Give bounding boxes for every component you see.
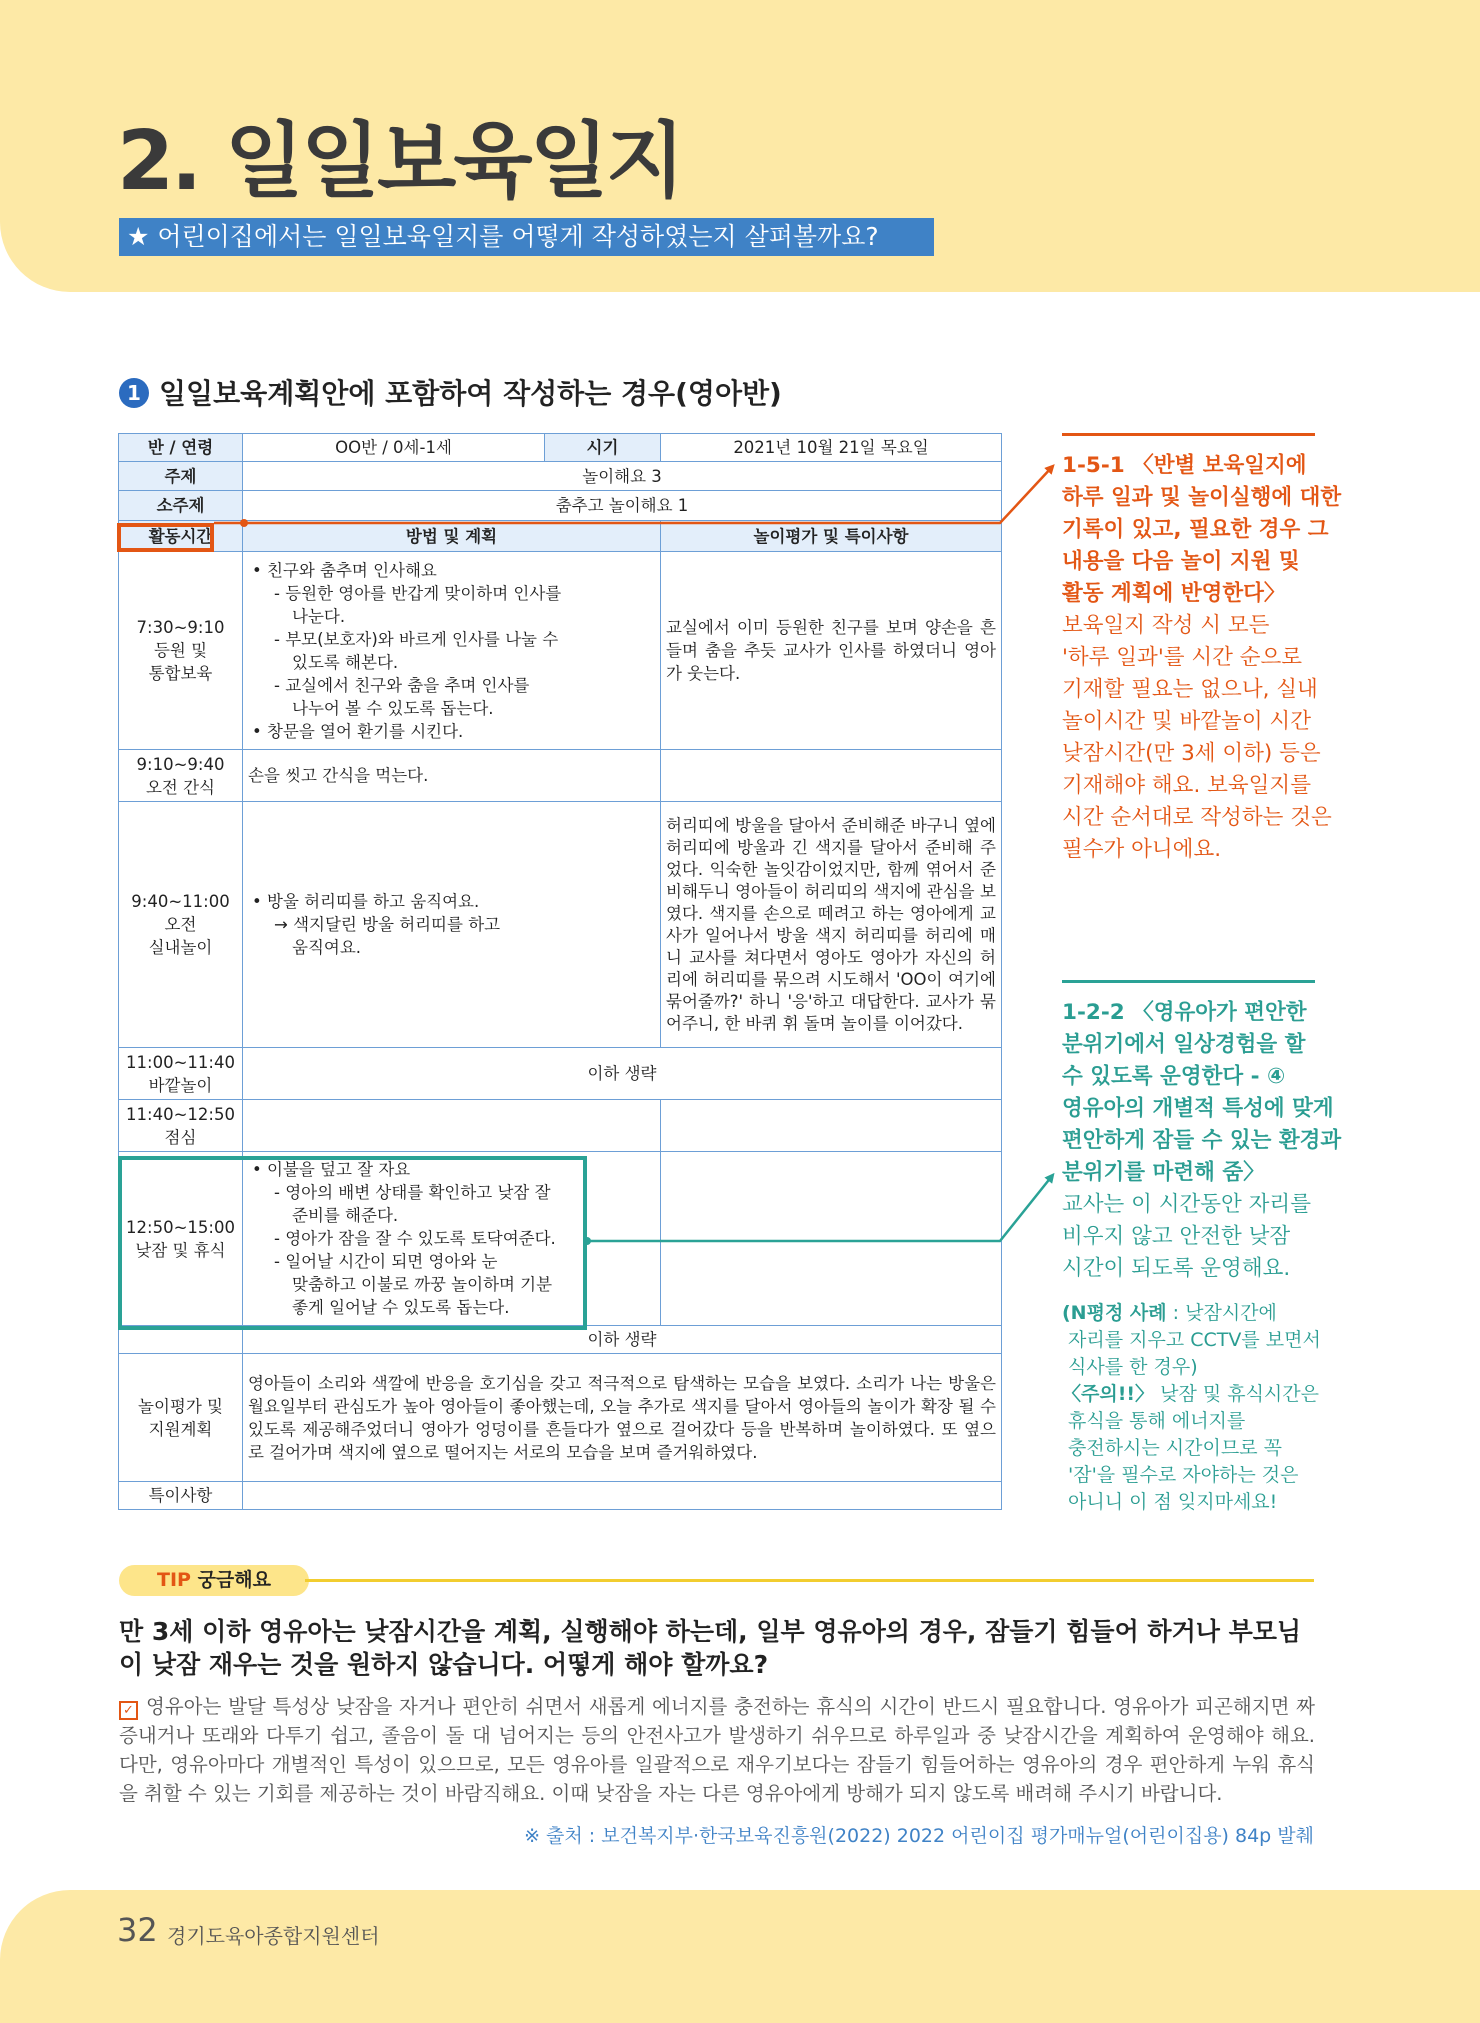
time-line: 9:10~9:40 — [136, 754, 225, 774]
omitted-cell: 이하 생략 — [243, 1326, 1002, 1354]
note-line: 기재해야 해요. 보육일지를 — [1062, 773, 1311, 798]
note2-rule — [1062, 980, 1315, 983]
case-label: (N평정 사례 — [1062, 1302, 1167, 1324]
tip-answer-text: 영유아는 발달 특성상 낮잠을 자거나 편안히 쉬면서 새롭게 에너지를 충전하는 휴식의 시간이 반드시 필요합니다. 영유아가 피곤해지면 짜증내거나 또래와 다투기 쉽고, 졸음이 돌 대 넘어지는 등의 안전사고가 발생하기 쉬우므로 하루일과 중 낮잠시간을 계획하여 운영해야 해요. 다만, 영유아마다 개별적인 특성이 있으므로, 모든 영유아를 일괄적으로 재우기보다는 잠들기 힘들어하는 영유아의 경우 편안하게 누워 휴식을 취할 수 있는 기회를 제공하는 것이 바람직해요. 이때 낮잠을 자는 다른 영유아에게 방해가 되지 않도록 배려해 주시기 바랍니다. — [119, 1695, 1315, 1805]
date-label: 시기 — [545, 434, 661, 462]
note-line: 활동 계획에 반영한다〉 — [1062, 581, 1286, 606]
time-line: 11:40~12:50 — [126, 1104, 235, 1124]
page-number: 32 — [117, 1911, 158, 1949]
support-label-line: 지원계획 — [148, 1419, 213, 1439]
plan-line: • 창문을 열어 환기를 시킨다. — [252, 721, 464, 741]
plan-cell: 손을 씻고 간식을 먹는다. — [243, 750, 661, 802]
plan-line: 나눈다. — [292, 606, 346, 626]
time-line: 오전 — [164, 915, 197, 934]
teal-connector-dot — [583, 1237, 591, 1245]
plan-line: • 이불을 덮고 잘 자요 — [252, 1160, 411, 1179]
note-line: 자리를 지우고 CCTV를 보면서 — [1068, 1329, 1321, 1351]
note-line: '잠'을 필수로 자야하는 것은 — [1068, 1464, 1299, 1486]
subtheme-label: 소주제 — [119, 491, 243, 521]
plan-line: • 친구와 춤추며 인사해요 — [252, 560, 437, 580]
note-line: 1-5-1 〈반별 보육일지에 — [1062, 453, 1307, 478]
caution-text: 낮잠 및 휴식시간은 — [1154, 1383, 1319, 1405]
plan-line: 준비를 해준다. — [292, 1206, 399, 1225]
plan-line: - 영아의 배변 상태를 확인하고 낮잠 잘 — [274, 1183, 551, 1202]
footer-band — [0, 1890, 1480, 2023]
note-line: 기록이 있고, 필요한 경우 그 — [1062, 517, 1329, 542]
time-line: 12:50~15:00 — [126, 1217, 235, 1237]
plan-line: - 일어날 시간이 되면 영아와 눈 — [274, 1252, 498, 1271]
eval-cell: 교실에서 이미 등원한 친구를 보며 양손을 흔들며 춤을 추듯 교사가 인사를 하였더니 영아가 웃는다. — [661, 552, 1002, 750]
tip-answer — [119, 1692, 1315, 1808]
support-label-line: 놀이평가 및 — [138, 1396, 223, 1416]
note-line: 아니니 이 점 잊지마세요! — [1068, 1491, 1278, 1513]
note-line: 수 있도록 운영한다 - ④ — [1062, 1064, 1286, 1089]
tip-rule — [305, 1579, 1314, 1582]
footer-org: 경기도육아종합지원센터 — [167, 1924, 380, 1948]
time-line: 오전 간식 — [145, 777, 215, 797]
time-line: 바깥놀이 — [148, 1075, 213, 1095]
col-plan-header: 방법 및 계획 — [243, 521, 661, 552]
orange-connector — [214, 467, 1052, 523]
theme-value: 놀이해요 3 — [243, 462, 1002, 491]
case-text: : 낮잠시간에 — [1166, 1302, 1277, 1324]
page-title: 2. 일일보육일지 — [117, 114, 683, 209]
note-line: 교사는 이 시간동안 자리를 — [1062, 1192, 1311, 1217]
time-line: 점심 — [164, 1127, 197, 1147]
plan-line: - 교실에서 친구와 춤을 추며 인사를 — [274, 675, 530, 695]
support-text-cell: 영아들이 소리와 색깔에 반응을 호기심을 갖고 적극적으로 탐색하는 모습을 보였다. 소리가 나는 방울은 월요일부터 관심도가 높아 영아들이 좋아했는데, 오늘 추가로 색지를 달아서 영아들의 놀이가 확장 될 수 있도록 제공해주었더니 영아가 엉덩이를 흔들다가 옆으로 걸어갔다 등을 반복하며 놀이하였다. 또 옆으로 걸어가며 색지에 옆으로 떨어지는 서로의 모습을 보며 즐거워하였다. — [243, 1354, 1002, 1482]
note-line: 기재할 필요는 없으나, 실내 — [1062, 677, 1318, 702]
plan-line: • 방울 허리띠를 하고 움직여요. — [252, 892, 480, 911]
note-line — [1062, 1300, 1321, 1327]
note-line: 보육일지 작성 시 모든 — [1062, 613, 1270, 638]
plan-line: - 영아가 잠을 잘 수 있도록 토닥여준다. — [274, 1229, 556, 1248]
tip-tag: TIP — [156, 1569, 191, 1591]
checkbox-icon: ✓ — [119, 1701, 138, 1720]
note-line — [1062, 1381, 1321, 1408]
note-line: 시간 순서대로 작성하는 것은 — [1062, 805, 1332, 830]
col-eval-header: 놀이평가 및 특이사항 — [661, 521, 1002, 552]
note-line: 시간이 되도록 운영해요. — [1062, 1256, 1291, 1281]
note-line: 놀이시간 및 바깥놀이 시간 — [1062, 709, 1311, 734]
note-line: 분위기를 마련해 줌〉 — [1062, 1160, 1265, 1185]
time-line: 7:30~9:10 — [136, 618, 225, 637]
note-line: 영유아의 개별적 특성에 맞게 — [1062, 1096, 1334, 1121]
tip-badge — [119, 1565, 309, 1596]
col-time-header: 활동시간 — [119, 521, 243, 552]
plan-line: 움직여요. — [292, 938, 362, 957]
time-line: 9:40~11:00 — [131, 892, 230, 911]
time-line: 낮잠 및 휴식 — [135, 1240, 226, 1260]
evaluation-note-1 — [1062, 450, 1341, 866]
note-line: 낮잠시간(만 3세 이하) 등은 — [1062, 741, 1321, 766]
plan-line: 맞춤하고 이불로 까꿍 놀이하며 기분 — [292, 1275, 553, 1294]
time-line: 실내놀이 — [148, 938, 213, 957]
class-label: 반 / 연령 — [119, 434, 243, 462]
note-line: 충전하시는 시간이므로 꼭 — [1068, 1437, 1282, 1459]
note-line: 1-2-2 〈영유아가 편안한 — [1062, 1000, 1307, 1025]
orange-connector-dot — [240, 519, 248, 527]
tip-label: 궁금해요 — [197, 1569, 271, 1591]
time-line: 등원 및 — [153, 641, 208, 660]
section-number: 1 — [119, 378, 149, 408]
note-line: 휴식을 통해 에너지를 — [1068, 1410, 1246, 1432]
time-line: 11:00~11:40 — [126, 1052, 235, 1072]
note-line: 필수가 아니에요. — [1062, 837, 1222, 862]
source-citation: ※ 출처 : 보건복지부·한국보육진흥원(2022) 2022 어린이집 평가매뉴얼(어린이집용) 84p 발췌 — [524, 1825, 1314, 1847]
plan-line: 나누어 볼 수 있도록 돕는다. — [292, 698, 494, 718]
page-subtitle: ★ 어린이집에서는 일일보육일지를 어떻게 작성하였는지 살펴볼까요? — [119, 218, 934, 256]
time-line: 통합보육 — [148, 664, 213, 683]
note-line: 하루 일과 및 놀이실행에 대한 — [1062, 485, 1342, 510]
plan-line: → 색지달린 방울 허리띠를 하고 — [274, 915, 501, 934]
note-line: 편안하게 잠들 수 있는 환경과 — [1062, 1128, 1342, 1153]
plan-line: 있도록 해본다. — [292, 652, 399, 672]
evaluation-note-2 — [1062, 997, 1341, 1285]
special-label-cell: 특이사항 — [119, 1482, 243, 1510]
theme-label: 주제 — [119, 462, 243, 491]
case-note — [1062, 1300, 1321, 1516]
plan-line: - 등원한 영아를 반갑게 맞이하며 인사를 — [274, 583, 562, 603]
omitted-cell: 이하 생략 — [243, 1048, 1002, 1100]
note1-rule — [1062, 433, 1315, 436]
note-line: 분위기에서 일상경험을 할 — [1062, 1032, 1306, 1057]
section-heading-text: 일일보육계획안에 포함하여 작성하는 경우(영아반) — [159, 377, 782, 410]
teal-connector — [587, 1176, 1052, 1241]
date-value: 2021년 10월 21일 목요일 — [661, 434, 1002, 462]
class-value: OO반 / 0세-1세 — [243, 434, 545, 462]
note-line: 식사를 한 경우) — [1068, 1356, 1198, 1378]
tip-question: 만 3세 이하 영유아는 낮잠시간을 계획, 실행해야 하는데, 일부 영유아의 경우, 잠들기 힘들어 하거나 부모님이 낮잠 재우는 것을 원하지 않습니다. 어떻게 해야 할까요? — [119, 1617, 1302, 1679]
eval-cell: 허리띠에 방울을 달아서 준비해준 바구니 옆에 허리띠에 방울과 긴 색지를 달아서 준비해 주었다. 익숙한 놀잇감이었지만, 함께 엮어서 준비해두니 영아들이 허리띠의 색지에 관심을 보였다. 색지를 손으로 떼려고 하는 영아에게 교사가 일어나서 방울 색지 허리띠를 허리에 매니 교사를 쳐다면서 영아도 영아가 자신의 허리에 허리띠를 묶으려 시도해서 'OO이 여기에 묶어줄까?' 하니 '응'하고 대답한다. 교사가 묶어주니, 한 바퀴 휘 돌며 놀이를 이어갔다. — [661, 802, 1002, 1048]
plan-line: 좋게 일어날 수 있도록 돕는다. — [292, 1298, 510, 1317]
note-line: '하루 일과'를 시간 순으로 — [1062, 645, 1303, 670]
caution-label: 〈주의!!〉 — [1062, 1383, 1155, 1405]
subtheme-value: 춤추고 놀이해요 1 — [243, 491, 1002, 521]
plan-line: - 부모(보호자)와 바르게 인사를 나눌 수 — [274, 629, 559, 649]
note-line: 비우지 않고 안전한 낮잠 — [1062, 1224, 1291, 1249]
note-line: 내용을 다음 놀이 지원 및 — [1062, 549, 1300, 574]
